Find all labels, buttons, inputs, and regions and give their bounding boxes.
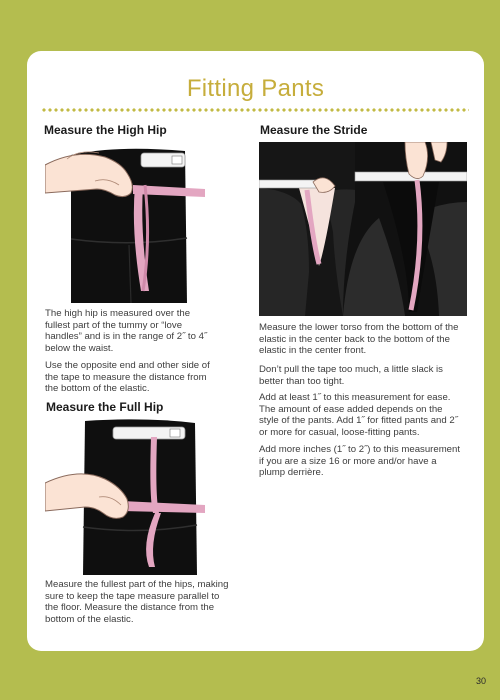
- high-hip-paragraph-2: Use the opposite end and other side of the tape to measure the distance from the bottom of the elastic.: [45, 360, 210, 395]
- full-hip-heading: Measure the Full Hip: [46, 400, 164, 414]
- stride-paragraph-1: Measure the lower torso from the bottom of the elastic in the center back to the bottom of the elastic in the center front.: [259, 322, 459, 357]
- high-hip-illustration: [45, 141, 246, 303]
- stride-paragraph-3: Add at least 1˝ to this measurement for ease. The amount of ease added depends on the style of the pants. Add 1˝ for fitted pants and 2˝ or more for casual, loose-fitting pants.: [259, 392, 458, 438]
- title-dotted-divider: [41, 108, 469, 112]
- page-number: 30: [476, 676, 487, 686]
- page-title: Fitting Pants: [186, 75, 325, 102]
- page-card: [27, 51, 484, 651]
- full-hip-illustration: [45, 417, 246, 575]
- high-hip-heading: Measure the High Hip: [44, 123, 167, 137]
- high-hip-paragraph-1: The high hip is measured over the fullest part of the tummy or “love handles” and is in the range of 2˝ to 4˝ below the waist.: [45, 308, 208, 354]
- stride-illustration: [259, 142, 467, 316]
- stride-heading: Measure the Stride: [260, 123, 368, 137]
- stride-paragraph-2: Don’t pull the tape too much, a little slack is better than too tight.: [259, 364, 443, 387]
- full-hip-paragraph: Measure the fullest part of the hips, making sure to keep the tape measure parallel to the floor. Measure the distance from the bottom of the elastic.: [45, 579, 229, 625]
- stride-paragraph-4: Add more inches (1˝ to 2˝) to this measurement if you are a size 16 or more and/or have a plump derrière.: [259, 444, 461, 479]
